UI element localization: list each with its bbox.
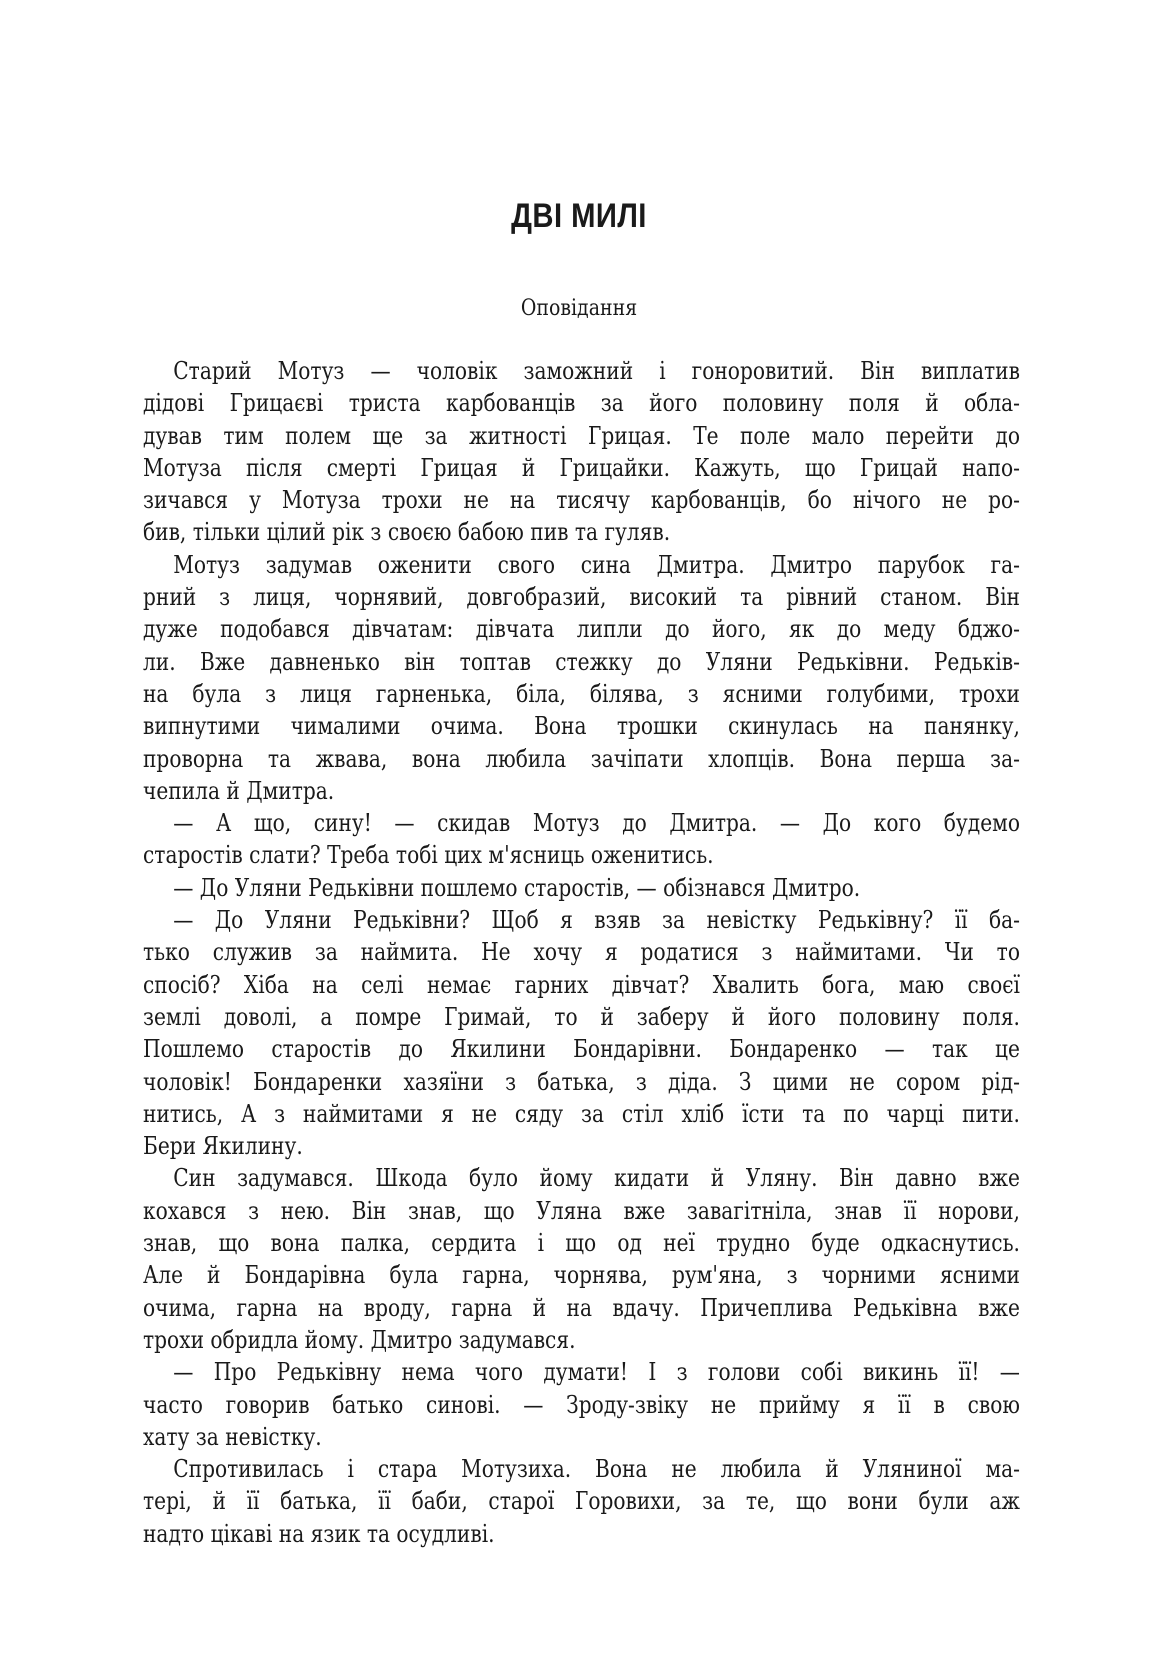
text-line: тері, й її батька, її баби, старої Горовихи, за те, що вони були аж [143, 1487, 1020, 1516]
text-line: чепила й Дмитра. [143, 776, 335, 805]
chapter-subtitle: Оповідання [520, 296, 638, 321]
text-line: спосіб? Хіба на селі немає гарних дівчат? Хвалить бога, маю своєї [143, 970, 1020, 999]
text-line: — А що, сину! — скидав Мотуз до Дмитра. — До кого будемо [173, 809, 1020, 838]
text-line: хату за невістку. [143, 1422, 322, 1451]
text-line: Але й Бондарівна була гарна, чорнява, рум'яна, з чорними ясними [143, 1261, 1020, 1290]
text-line: зичався у Мотуза трохи не на тисячу карбованців, бо нічого не ро- [143, 486, 1020, 515]
text-line: — До Уляни Редьківни пошлемо старостів, — обізнався Дмитро. [173, 873, 861, 902]
text-line: тько служив за наймита. Не хочу я родатися з наймитами. Чи то [143, 938, 1020, 967]
text-line: Старий Мотуз — чоловік заможний і гоноровитий. Він виплатив [173, 357, 1020, 385]
text-line: нитись, А з наймитами я не сяду за стіл хліб їсти та по чарці пити. [143, 1099, 1020, 1128]
text-line: випнутими чималими очима. Вона трошки скинулась на панянку, [143, 712, 1020, 741]
text-line: часто говорив батько синові. — Зроду-звіку не прийму я її в свою [143, 1390, 1020, 1419]
text-line: Мотуза після смерті Грицая й Грицайки. Кажуть, що Грицай напо- [143, 453, 1020, 482]
text-line: Мотуз задумав оженити свого сина Дмитра. Дмитро парубок га- [173, 550, 1020, 579]
text-line: проворна та жвава, вона любила зачіпати хлопців. Вона перша за- [143, 744, 1020, 773]
text-line: Спротивилась і стара Мотузиха. Вона не любила й Уляниної ма- [173, 1455, 1020, 1484]
text-line: чоловік! Бондаренки хазяїни з батька, з діда. З цими не сором рід- [143, 1067, 1020, 1096]
text-line: старостів слати? Треба тобі цих м'ясниць оженитись. [143, 841, 714, 870]
chapter-title: ДВІ МИЛІ [511, 197, 647, 235]
text-line: рний з лиця, чорнявий, довгобразий, високий та рівний станом. Він [143, 583, 1020, 612]
text-line: надто цікаві на язик та осудливі. [143, 1519, 495, 1548]
text-line: Бери Якилину. [143, 1132, 303, 1161]
text-line: дуже подобався дівчатам: дівчата липли до його, як до меду бджо- [143, 615, 1020, 644]
text-line: дідові Грицаєві триста карбованців за його половину поля й обла- [143, 389, 1020, 418]
text-line: очима, гарна на вроду, гарна й на вдачу. Причеплива Редьківна вже [143, 1293, 1020, 1322]
text-line: Пошлемо старостів до Якилини Бондарівни. Бондаренко — так це [143, 1035, 1020, 1064]
text-line: знав, що вона палка, сердита і що од неї трудно буде одкаснутись. [143, 1229, 1020, 1258]
text-line: кохався з нею. Він знав, що Уляна вже завагітніла, знав її норови, [143, 1196, 1020, 1225]
text-line: — До Уляни Редьківни? Щоб я взяв за невістку Редьківну? її ба- [173, 906, 1020, 935]
text-line: дував тим полем ще за житності Грицая. Те поле мало перейти до [143, 421, 1020, 450]
body-text [143, 355, 1020, 1550]
text-line: трохи обридла йому. Дмитро задумався. [143, 1325, 576, 1354]
text-line: на була з лиця гарненька, біла, білява, з ясними голубими, трохи [143, 679, 1020, 708]
text-line: Син задумався. Шкода було йому кидати й Уляну. Він давно вже [173, 1164, 1020, 1193]
text-line: бив, тільки цілий рік з своєю бабою пив та гуляв. [143, 518, 671, 547]
text-line: ли. Вже давненько він топтав стежку до Уляни Редьківни. Редьків- [143, 647, 1020, 676]
text-line: землі доволі, а помре Гримай, то й заберу й його половину поля. [143, 1002, 1020, 1031]
text-line: — Про Редьківну нема чого думати! І з голови собі викинь її! — [173, 1358, 1020, 1387]
